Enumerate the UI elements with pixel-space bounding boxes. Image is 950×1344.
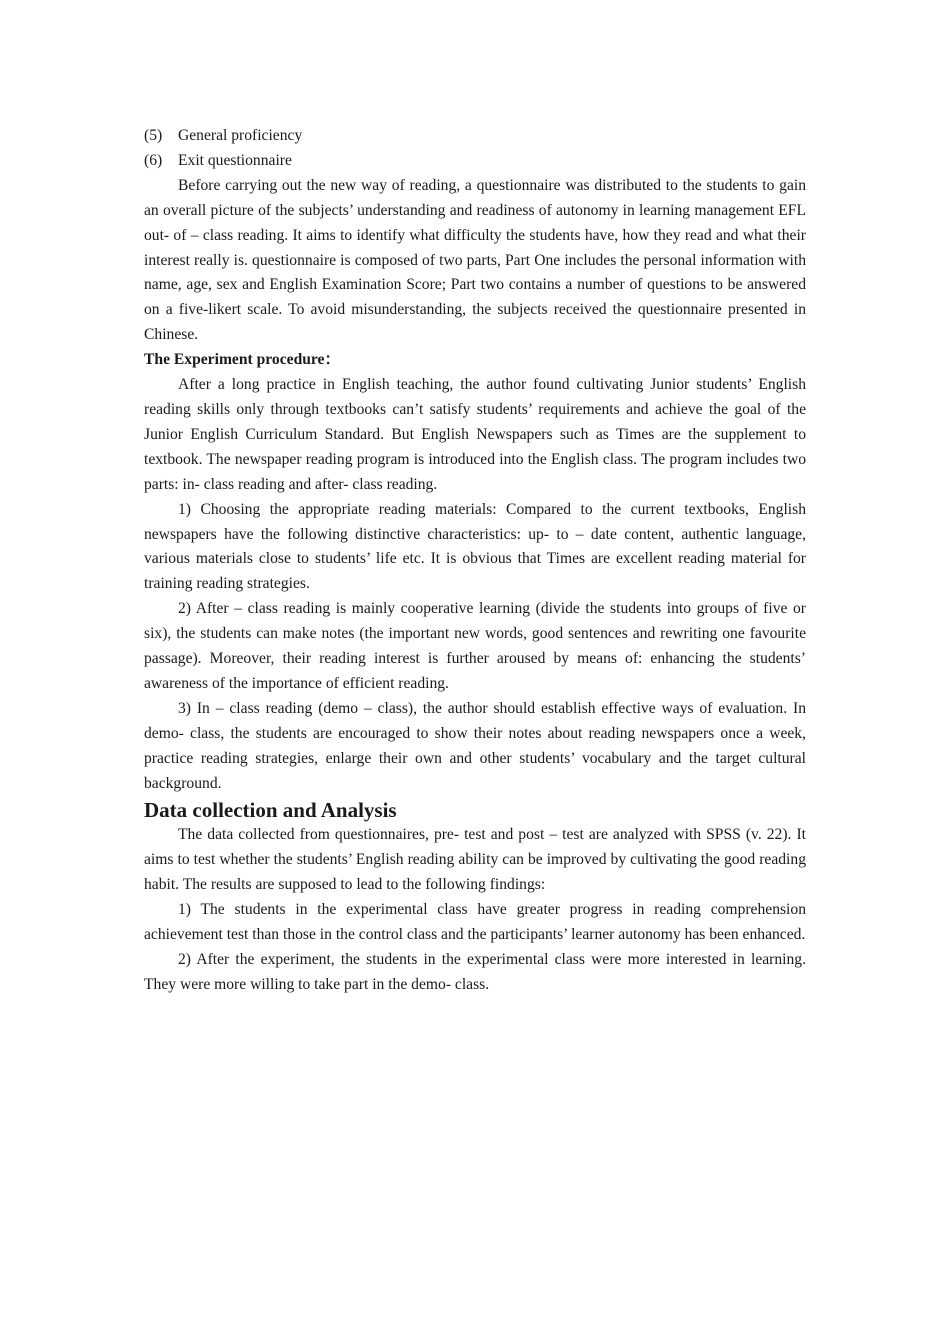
list-item-number: (6) [144,151,163,169]
list-item [144,149,806,174]
analysis-paragraph: The data collected from questionnaires, pre- test and post – test are analyzed with SPSS (v. 22). It aims to test whether the students’ English reading ability can be improved by cultivating the good reading habit. The results are supposed to lead to the following findings: [144,826,806,894]
intro-paragraph: Before carrying out the new way of reading, a questionnaire was distributed to the students to gain an overall picture of the subjects’ understanding and readiness of autonomy in learning management EFL out- of – class reading. It aims to identify what difficulty the students have, how they read and what their interest really is. questionnaire is composed of two parts, Part One includes the personal information with name, age, sex and English Examination Score; Part two contains a number of questions to be answered on a five-likert scale. To avoid misunderstanding, the subjects received the questionnaire presented in Chinese. [144,176,806,344]
list-item-text: Exit questionnaire [178,151,292,169]
procedure-paragraph: 2) After – class reading is mainly cooperative learning (divide the students into groups of five or six), the students can make notes (the important new words, good sentences and rewriting one favourite passage). Moreover, their reading interest is further aroused by means of: enhancing the students’ awareness of the importance of efficient reading. [144,600,806,692]
list-item [144,124,806,149]
procedure-heading: The Experiment procedure： [144,351,341,369]
analysis-paragraph: 1) The students in the experimental class have greater progress in reading comprehension achievement test than those in the control class and the participants’ learner autonomy has been enhanced. [144,901,806,943]
document-page [144,124,806,998]
procedure-paragraph: After a long practice in English teaching, the author found cultivating Junior students’ English reading skills only through textbooks can’t satisfy students’ requirements and achieve the goal of the Junior English Curriculum Standard. But English Newspapers such as Times are the supplement to textbook. The newspaper reading program is introduced into the English class. The program includes two parts: in- class reading and after- class reading. [144,376,806,493]
section-heading: Data collection and Analysis [144,798,397,823]
list-item-text: General proficiency [178,127,303,144]
analysis-paragraph: 2) After the experiment, the students in the experimental class were more interested in learning. They were more willing to take part in the demo- class. [144,950,806,993]
procedure-paragraph: 3) In – class reading (demo – class), the author should establish effective ways of evaluation. In demo- class, the students are encouraged to show their notes about reading newspapers once a week, practice reading strategies, enlarge their own and other students’ vocabulary and the target cultural background. [144,699,806,792]
list-item-number: (5) [144,127,163,144]
procedure-paragraph: 1) Choosing the appropriate reading materials: Compared to the current textbooks, English newspapers have the following distinctive characteristics: up- to – date content, authentic language, various materials close to students’ life etc. It is obvious that Times are excellent reading material for training reading strategies. [144,500,806,593]
